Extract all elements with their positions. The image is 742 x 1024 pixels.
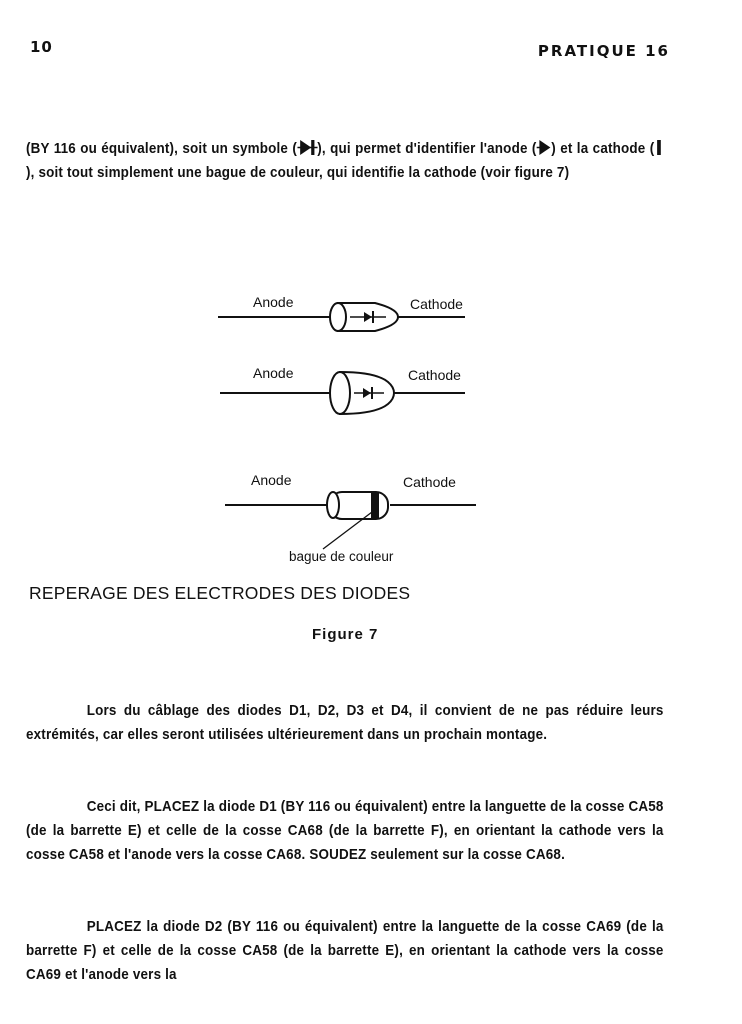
diode-3-anode-label: Anode [251,472,292,488]
running-head: PRATIQUE 16 [537,42,670,60]
intro-paragraph [26,137,664,185]
diode-symbol-icon [297,139,317,156]
diode-2 [220,365,465,414]
intro-text-1: (BY 116 ou équivalent), soit un symbole ( [26,141,298,157]
intro-text-3: ) et la cathode ( [551,141,655,157]
diode-3 [225,472,476,564]
intro-text-4: ), soit tout simplement une bague de couleur, qui identifie la cathode (voir figure 7) [26,165,570,181]
diode-1 [218,294,465,331]
intro-text-2: ), qui permet d'identifier l'anode ( [317,141,537,157]
body-paragraph-1: Lors du câblage des diodes D1, D2, D3 et D4, il convient de ne pas réduire leurs extrémités, car elles seront utilisées ultérieurement dans un prochain montage. [26,703,664,743]
diode-2-anode-label: Anode [253,365,294,381]
figure-label: Figure 7 [312,626,379,643]
body-paragraph-3: PLACEZ la diode D2 (BY 116 ou équivalent) entre la languette de la cosse CA69 (de la barrette F) et celle de la cosse CA58 (de la barrette E), en orientant la cathode vers la cosse CA69 et l'anode vers la [26,919,664,983]
diode-diagram [200,285,500,575]
diode-1-anode-label: Anode [253,294,294,310]
page-number: 10 [30,38,53,56]
anode-triangle-icon [537,139,552,156]
diode-3-cathode-label: Cathode [403,474,456,490]
body-paragraph-2: Ceci dit, PLACEZ la diode D1 (BY 116 ou équivalent) entre la languette de la cosse CA58 (de la barrette E) et celle de la cosse CA68 (de la barrette F), en orientant la cathode vers la cosse CA58 et l'anode vers la cosse CA68. SOUDEZ seulement sur la cosse CA68. [26,799,664,863]
diode-2-cathode-label: Cathode [408,367,461,383]
cathode-bar-icon [654,139,663,156]
figure-caption: REPERAGE DES ELECTRODES DES DIODES [29,583,411,603]
diode-3-band-label: bague de couleur [289,549,394,564]
diode-1-cathode-label: Cathode [410,296,463,312]
